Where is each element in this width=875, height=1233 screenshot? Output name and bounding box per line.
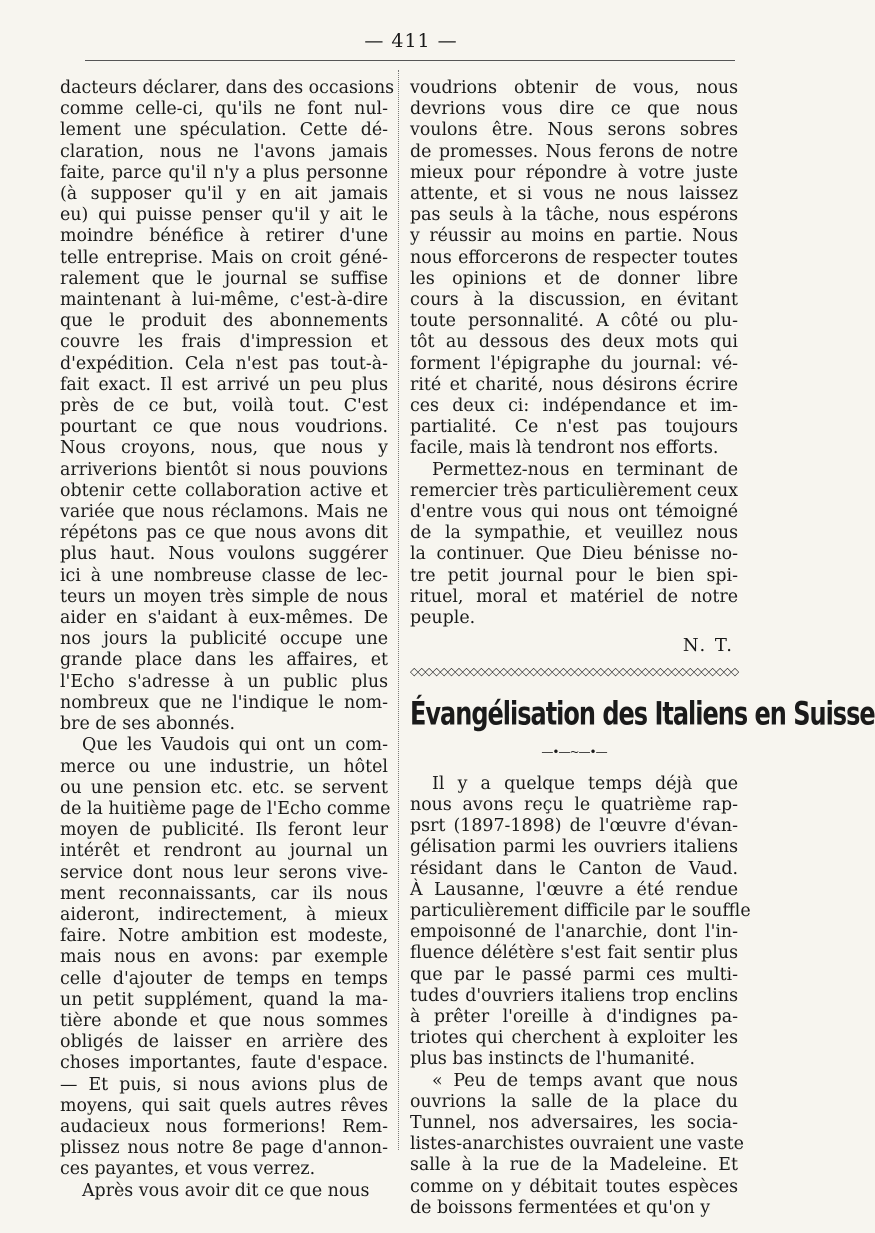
text-line: Que les Vaudois qui ont un com- (82, 735, 388, 756)
text-line: que par le passé parmi ces multi- (410, 964, 738, 985)
text-line: nous efforcerons de respecter toutes (410, 247, 738, 268)
text-line: à prêter l'oreille à d'indignes pa- (410, 1006, 738, 1027)
text-line: Nous croyons, nous, que nous y (60, 438, 388, 459)
text-line: ces payantes, et vous verrez. (60, 1159, 316, 1180)
text-line: psrt (1897-1898) de l'œuvre d'évan- (410, 816, 738, 837)
text-line: pas seuls à la tâche, nous espérons (410, 205, 738, 226)
text-line: aideront, indirectement, à mieux (60, 904, 388, 925)
text-line: tière abonde et que nous sommes (60, 1010, 388, 1031)
text-line: rituel, moral et matériel de notre (410, 586, 738, 607)
text-line: résidant dans le Canton de Vaud. (410, 858, 738, 879)
left-column (60, 78, 395, 1202)
text-line: ouvrions la salle de la place du (410, 1091, 738, 1112)
text-line: de promesses. Nous ferons de notre (410, 141, 738, 162)
text-line: de la sympathie, et veuillez nous (410, 523, 738, 544)
text-line: d'expédition. Cela n'est pas tout-à- (60, 353, 388, 374)
right-column (410, 78, 875, 1219)
text-line: maintenant à lui-même, c'est-à-dire (60, 290, 388, 311)
text-line: eu) qui puisse penser qu'il y ait le (60, 205, 388, 226)
text-line: les opinions et de donner libre (410, 268, 738, 289)
text-line: facile, mais là tendront nos efforts. (410, 438, 719, 459)
text-line: variée que nous réclamons. Mais ne (60, 502, 388, 523)
text-line: particulièrement difficile par le souffle (410, 900, 751, 921)
column-divider (398, 70, 399, 1150)
text-line: plissez nous notre 8e page d'annon- (60, 1138, 388, 1159)
text-line: nous avons reçu le quatrième rap- (410, 794, 738, 815)
title-flourish: —•—~—•— (541, 745, 607, 760)
text-line: voulons être. Nous serons sobres (410, 120, 738, 141)
text-line: près de ce but, voilà tout. C'est (60, 396, 388, 417)
text-line: celle d'ajouter de temps en temps (60, 968, 388, 989)
text-line: la continuer. Que Dieu bénisse no- (410, 544, 738, 565)
text-line: que le produit des abonnements (60, 311, 388, 332)
text-line: Après vous avoir dit ce que nous (82, 1180, 370, 1201)
text-line: obligés de laisser en arrière des (60, 1032, 388, 1053)
text-line: cours à la discussion, en évitant (410, 290, 738, 311)
text-line: remercier très particulièrement ceux (410, 480, 739, 501)
text-line: lement une spéculation. Cette dé- (60, 120, 388, 141)
text-line: ou une pension etc. etc. se servent (60, 777, 388, 798)
text-line: nos jours la publicité occupe une (60, 629, 388, 650)
text-line: Permettez-nous en terminant de (432, 459, 738, 480)
text-line: tudes d'ouvriers italiens trop enclins (410, 985, 738, 1006)
text-line: voudrions obtenir de vous, nous (410, 78, 738, 98)
text-line: teurs un moyen très simple de nous (60, 586, 388, 607)
text-line: l'Echo s'adresse à un public plus (60, 671, 388, 692)
text-line: choses importantes, faute d'espace. (60, 1053, 388, 1074)
text-line: couvre les frais d'impression et (60, 332, 388, 353)
text-line: y réussir au moins en partie. Nous (410, 226, 738, 247)
text-line: Tunnel, nos adversaires, les socia- (410, 1112, 738, 1133)
text-line: claration, nous ne l'avons jamais (60, 141, 388, 162)
text-line: fait exact. Il est arrivé un peu plus (60, 374, 388, 395)
text-line: « Peu de temps avant que nous (432, 1070, 738, 1091)
text-line: nombreux que ne l'indique le nom- (60, 692, 388, 713)
text-line: plus haut. Nous voulons suggérer (60, 544, 388, 565)
text-line: ici à une nombreuse classe de lec- (60, 565, 388, 586)
article-body (410, 773, 751, 1219)
header-rule (85, 60, 735, 61)
text-line: d'entre vous qui nous ont témoigné (410, 502, 738, 523)
text-line: ralement que le journal se suffise (60, 268, 388, 289)
text-line: À Lausanne, l'œuvre a été rendue (410, 879, 738, 900)
text-line: comme celle-ci, qu'ils ne font nul- (60, 99, 388, 120)
text-line: partialité. Ce n'est pas toujours (410, 417, 738, 438)
text-line: forment l'épigraphe du journal: vé- (410, 353, 738, 374)
text-line: audacieux nous formerions! Rem- (60, 1116, 388, 1137)
text-line: un petit supplément, quand la ma- (60, 989, 388, 1010)
article-ending (410, 78, 738, 629)
text-line: arriverions bientôt si nous pouvions (60, 459, 388, 480)
ornamental-divider: ◇◇◇◇◇◇◇◇◇◇◇◇◇◇◇◇◇◇◇◇◇◇◇◇◇◇◇◇◇◇◇◇◇◇◇◇◇◇◇◇◇◇◇◇ (410, 665, 739, 679)
text-line: toute personnalité. A côté ou plu- (410, 311, 738, 332)
text-line: fluence délétère s'est fait sentir plus (410, 943, 738, 964)
text-line: faite, parce qu'il n'y a plus personne (60, 162, 388, 183)
text-line: bre de ses abonnés. (60, 714, 236, 735)
text-line: gélisation parmi les ouvriers italiens (410, 837, 738, 858)
text-line: mais nous en avons: par exemple (60, 947, 388, 968)
text-line: intérêt et rendront au journal un (60, 841, 388, 862)
text-line: devrions vous dire ce que nous (410, 99, 738, 120)
text-line: ces deux ci: indépendance et im- (410, 396, 738, 417)
text-line: merce ou une industrie, un hôtel (60, 756, 388, 777)
text-line: listes-anarchistes ouvraient une vaste (410, 1134, 744, 1155)
author-signature: N. T. (682, 635, 734, 657)
text-line: de la huitième page de l'Echo comme (60, 798, 391, 819)
text-line: moindre bénéfice à retirer d'une (60, 226, 388, 247)
text-line: triotes qui cherchent à exploiter les (410, 1028, 738, 1049)
text-line: tre petit journal pour le bien spi- (410, 565, 738, 586)
text-line: aider en s'aidant à eux-mêmes. De (60, 608, 388, 629)
text-line: plus bas instincts de l'humanité. (410, 1049, 696, 1070)
text-line: moyens, qui sait quels autres rêves (60, 1095, 388, 1116)
text-line: Il y a quelque temps déjà que (432, 773, 738, 794)
text-line: attente, et si vous ne nous laissez (410, 184, 738, 205)
text-line: peuple. (410, 608, 476, 629)
text-line: salle à la rue de la Madeleine. Et (410, 1155, 738, 1176)
text-line: moyen de publicité. Ils feront leur (60, 820, 388, 841)
text-line: — Et puis, si nous avions plus de (60, 1074, 388, 1095)
text-line: de boissons fermentées et qu'on y (410, 1197, 711, 1218)
text-line: empoisonné de l'anarchie, dont l'in- (410, 922, 738, 943)
text-line: obtenir cette collaboration active et (60, 480, 388, 501)
text-line: rité et charité, nous désirons écrire (410, 374, 738, 395)
text-line: dacteurs déclarer, dans des occasions (60, 78, 395, 98)
text-line: mieux pour répondre à votre juste (410, 162, 738, 183)
text-line: grande place dans les affaires, et (60, 650, 388, 671)
page-number: — 411 — (364, 30, 458, 52)
text-line: répétons pas ce que nous avons dit (60, 523, 388, 544)
text-line: service dont nous leur serons vive- (60, 862, 388, 883)
section-title: Évangélisation des Italiens en Suisse (410, 695, 875, 733)
text-line: ment reconnaissants, car ils nous (60, 883, 388, 904)
text-line: comme on y débitait toutes espèces (410, 1176, 738, 1197)
text-line: (à supposer qu'il y en ait jamais (60, 184, 388, 205)
text-line: faire. Notre ambition est modeste, (60, 926, 388, 947)
text-line: tôt au dessous des deux mots qui (410, 332, 738, 353)
text-line: pourtant ce que nous voudrions. (60, 417, 388, 438)
text-line: telle entreprise. Mais on croit géné- (60, 247, 388, 268)
